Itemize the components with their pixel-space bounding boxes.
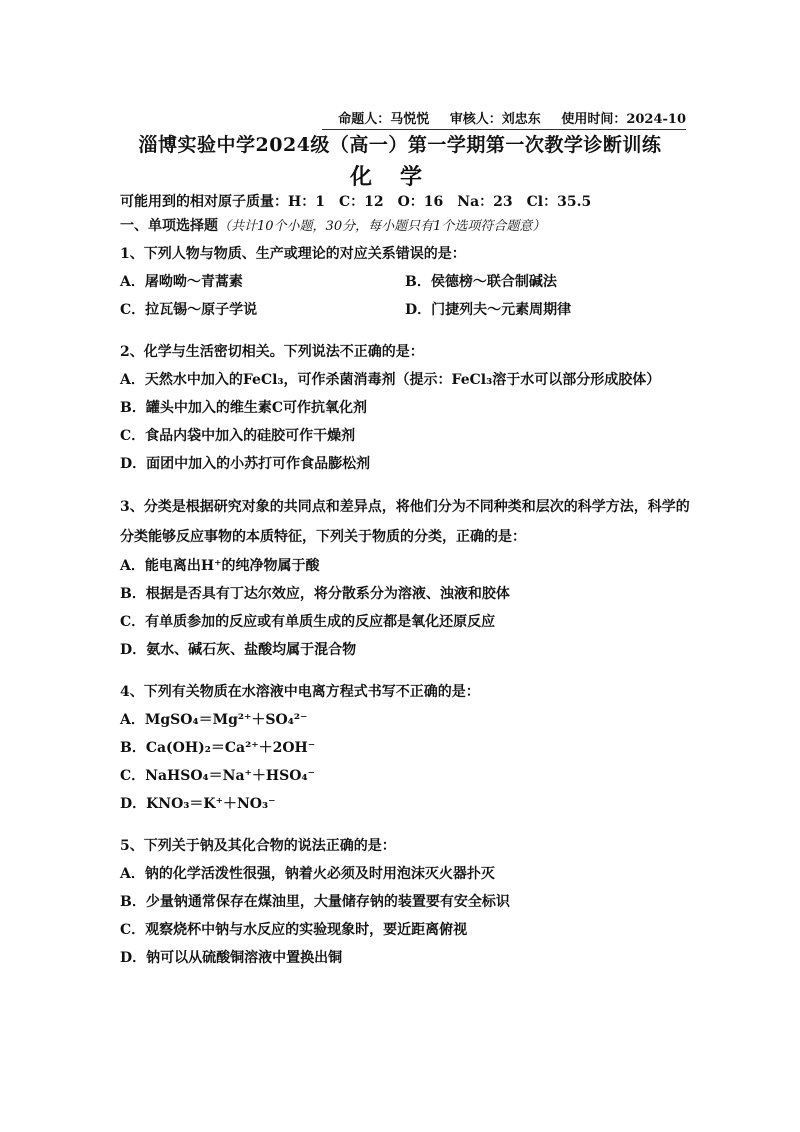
option-d: D．面团中加入的小苏打可作食品膨松剂 xyxy=(120,456,371,472)
question-stem: 4、下列有关物质在水溶液中电离方程式书写不正确的是： xyxy=(120,684,480,700)
question-5 xyxy=(120,832,690,972)
option-a: A．能电离出H⁺的纯净物属于酸 xyxy=(120,558,320,574)
question-1 xyxy=(120,240,690,324)
option-b: B．罐头中加入的维生素C可作抗氧化剂 xyxy=(120,400,367,416)
question-2 xyxy=(120,338,690,478)
option-b: B．Ca(OH)₂＝Ca²⁺＋2OH⁻ xyxy=(120,740,316,756)
question-3 xyxy=(120,492,690,664)
question-stem: 3、分类是根据研究对象的共同点和差异点，将他们分为不同种类和层次的科学方法，科学的分类能够反应事物的本质特征，下列关于物质的分类，正确的是： xyxy=(120,499,690,545)
exam-meta-line xyxy=(322,108,686,130)
option-d: D．门捷列夫～元素周期律 xyxy=(405,302,572,318)
option-d: D．KNO₃＝K⁺＋NO₃⁻ xyxy=(120,796,276,812)
option-c: C．有单质参加的反应或有单质生成的反应都是氧化还原反应 xyxy=(120,614,496,630)
reviewer-text: 审核人：刘忠东 xyxy=(449,112,541,127)
section-note: （共计10个小题，30分，每小题只有1个选项符合题意） xyxy=(218,219,546,234)
option-b: B．根据是否具有丁达尔效应，将分散系分为溶液、浊液和胶体 xyxy=(120,586,510,602)
option-a: A．钠的化学活泼性很强，钠着火必须及时用泡沫灭火器扑灭 xyxy=(120,866,495,882)
section-title: 一、单项选择题 xyxy=(120,218,218,234)
option-a: A．天然水中加入的FeCl₃，可作杀菌消毒剂（提示：FeCl₃溶于水可以部分形成胶体） xyxy=(120,372,661,388)
option-d: D．氨水、碱石灰、盐酸均属于混合物 xyxy=(120,642,357,658)
atomic-masses: 可能用到的相对原子质量：H：1 C：12 O：16 Na：23 Cl：35.5 xyxy=(120,194,592,210)
option-a: A．MgSO₄＝Mg²⁺＋SO₄²⁻ xyxy=(120,712,308,728)
setter-text: 命题人：马悦悦 xyxy=(338,112,430,127)
section-heading xyxy=(120,216,690,240)
question-stem: 1、下列人物与物质、生产或理论的对应关系错误的是： xyxy=(120,246,466,262)
option-c: C．观察烧杯中钠与水反应的实验现象时，要近距离俯视 xyxy=(120,922,468,938)
option-a: A．屠呦呦～青蒿素 xyxy=(120,274,243,290)
option-b: B．少量钠通常保存在煤油里，大量储存钠的装置要有安全标识 xyxy=(120,894,510,910)
question-stem: 5、下列关于钠及其化合物的说法正确的是： xyxy=(120,838,396,854)
option-b: B．侯德榜～联合制碱法 xyxy=(405,274,557,290)
exam-subject: 化学 xyxy=(349,164,450,190)
question-4 xyxy=(120,678,690,818)
exam-title: 淄博实验中学2024级（高一）第一学期第一次教学诊断训练 xyxy=(138,134,662,156)
option-c: C．食品内袋中加入的硅胶可作干燥剂 xyxy=(120,428,356,444)
question-stem: 2、化学与生活密切相关。下列说法不正确的是： xyxy=(120,344,424,360)
option-c: C．NaHSO₄＝Na⁺＋HSO₄⁻ xyxy=(120,768,315,784)
date-text: 使用时间：2024-10 xyxy=(561,112,686,127)
option-c: C．拉瓦锡～原子学说 xyxy=(120,302,258,318)
option-list xyxy=(120,268,690,324)
option-d: D．钠可以从硫酸铜溶液中置换出铜 xyxy=(120,950,343,966)
exam-content xyxy=(120,192,690,972)
